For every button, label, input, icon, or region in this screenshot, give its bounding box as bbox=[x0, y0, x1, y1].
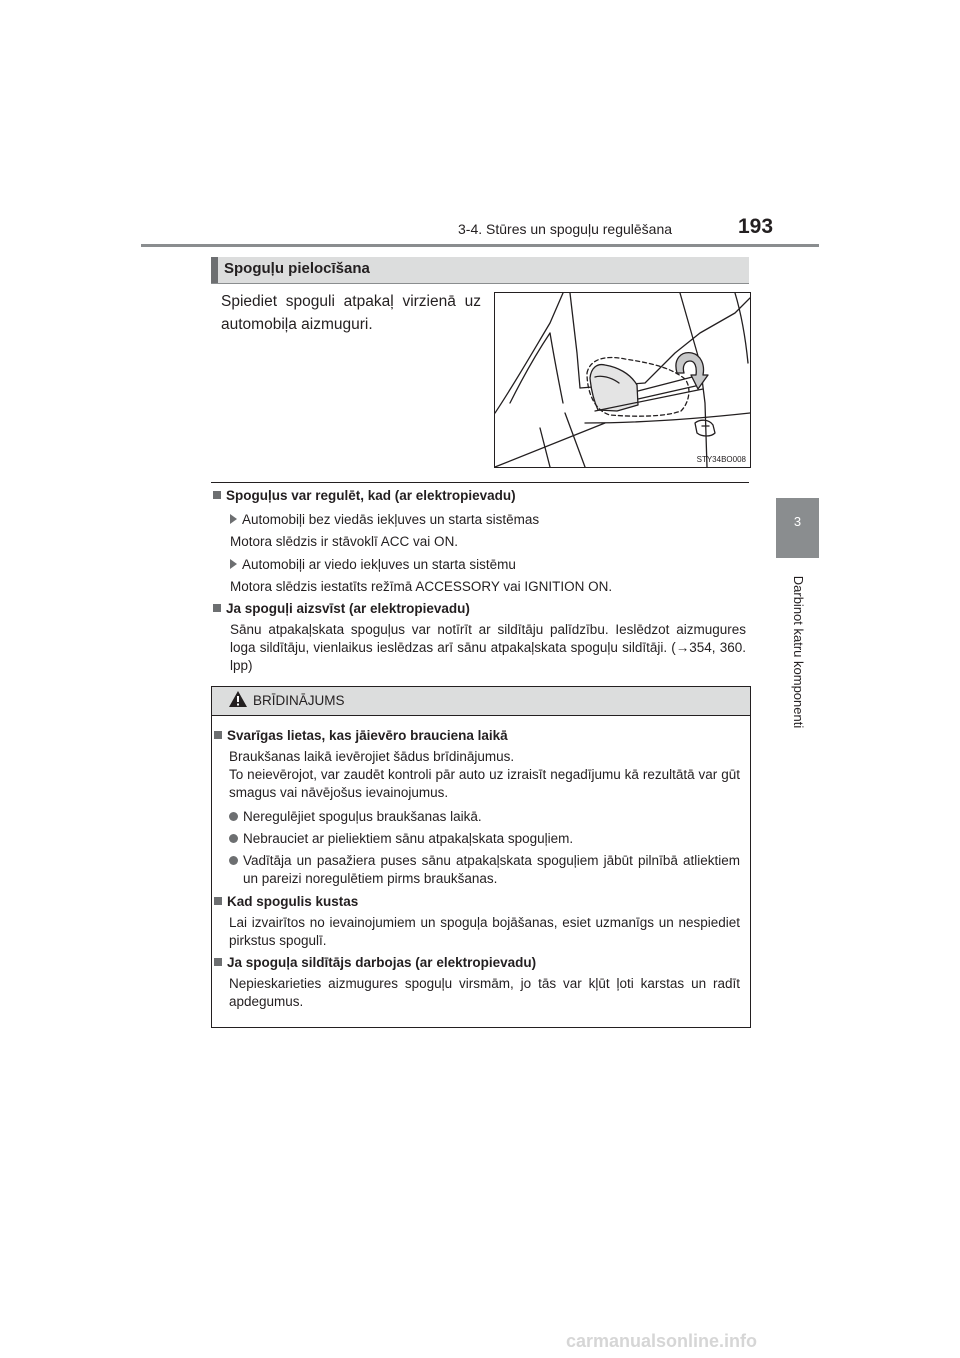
warning-bullet bbox=[229, 808, 482, 826]
mirror-fold-drawing bbox=[495, 293, 750, 467]
page-number: 193 bbox=[738, 215, 774, 238]
chapter-number: 3 bbox=[793, 514, 802, 529]
triangle-bullet-icon bbox=[230, 514, 237, 524]
square-bullet-icon bbox=[213, 604, 221, 612]
warning-paragraph: Nepieskarieties aizmugures spoguļu virsmām, jo tās var kļūt ļoti karstas un radīt apdegumus. bbox=[229, 976, 740, 1009]
item-heading-text: Ja spoguļi aizsvīst (ar elektropievadu) bbox=[226, 601, 470, 616]
warning-heading bbox=[214, 894, 358, 909]
item-heading-fog bbox=[213, 601, 470, 616]
case-text: Motora slēdzis iestatīts režīmā ACCESSORY vai IGNITION ON. bbox=[230, 579, 613, 594]
header-section-title: 3-4. Stūres un spoguļu regulēšana bbox=[458, 221, 673, 237]
warning-heading bbox=[214, 728, 508, 743]
warning-paragraph: Braukšanas laikā ievērojiet šādus brīdinājumus. bbox=[229, 749, 515, 764]
case-label-text: Automobiļi ar viedo iekļuves un starta sistēmu bbox=[242, 557, 516, 572]
warning-triangle-icon bbox=[228, 690, 248, 708]
section-heading-bar bbox=[211, 257, 218, 283]
square-bullet-icon bbox=[214, 731, 222, 739]
warning-bullet-text: Nebrauciet ar pieliektiem sānu atpakaļskata spoguļiem. bbox=[243, 831, 574, 846]
header-rule bbox=[141, 244, 819, 247]
section-heading bbox=[211, 257, 749, 283]
content-rule bbox=[211, 482, 749, 483]
warning-bullet-text: Neregulējiet spoguļus braukšanas laikā. bbox=[243, 809, 482, 824]
illustration-code: STY34BO008 bbox=[696, 455, 746, 464]
warning-bullet bbox=[229, 852, 740, 888]
section-title: Spoguļu pielocīšana bbox=[224, 260, 370, 277]
square-bullet-icon bbox=[214, 897, 222, 905]
warning-paragraph: Lai izvairītos no ievainojumiem un spoguļa bojāšanas, esiet uzmanīgs un nespiediet pirkstus spogulī. bbox=[229, 915, 740, 948]
case-label bbox=[230, 511, 539, 529]
round-bullet-icon bbox=[229, 812, 238, 821]
warning-heading-text: Svarīgas lietas, kas jāievēro brauciena laikā bbox=[227, 728, 508, 743]
item-paragraph: Sānu atpakaļskata spoguļus var notīrīt ar sildītāju palīdzību. Ieslēdzot aizmugures loga sildītāju, vienlaikus ieslēdzas arī sānu atpakaļskata spoguļu sildītāji. (→354, 360. lpp) bbox=[230, 622, 746, 673]
case-label bbox=[230, 556, 516, 574]
case-text: Motora slēdzis ir stāvoklī ACC vai ON. bbox=[230, 534, 459, 549]
round-bullet-icon bbox=[229, 856, 238, 865]
warning-paragraph: To neievērojot, var zaudēt kontroli pār auto uz izraisīt negadījumu kā rezultātā var gūt smagus vai nāvējošus ievainojumus. bbox=[229, 767, 740, 800]
case-label-text: Automobiļi bez viedās iekļuves un starta sistēmas bbox=[242, 512, 540, 527]
mirror-fold-illustration bbox=[494, 292, 751, 468]
warning-bullet bbox=[229, 830, 573, 848]
item-heading-adjust bbox=[213, 488, 516, 503]
section-rule bbox=[211, 283, 749, 284]
triangle-bullet-icon bbox=[230, 559, 237, 569]
warning-header bbox=[212, 687, 750, 716]
item-heading-text: Spoguļus var regulēt, kad (ar elektropievadu) bbox=[226, 488, 516, 503]
square-bullet-icon bbox=[214, 958, 222, 966]
warning-title: BRĪDINĀJUMS bbox=[253, 693, 345, 708]
warning-bullet-text: Vadītāja un pasažiera puses sānu atpakaļskata spoguļiem jābūt pilnībā atliektiem un pareizi noregulētiem pirms braukšanas. bbox=[243, 853, 740, 886]
chapter-title: Darbinot katru komponenti bbox=[791, 575, 806, 729]
square-bullet-icon bbox=[213, 491, 221, 499]
section-intro: Spiediet spoguli atpakaļ virzienā uz automobiļa aizmuguri. bbox=[221, 293, 481, 333]
warning-heading-text: Ja spoguļa sildītājs darbojas (ar elektropievadu) bbox=[227, 955, 537, 970]
warning-heading bbox=[214, 955, 536, 970]
round-bullet-icon bbox=[229, 834, 238, 843]
warning-heading-text: Kad spogulis kustas bbox=[227, 894, 359, 909]
footer-watermark: carmanualsonline.info bbox=[566, 1331, 758, 1351]
